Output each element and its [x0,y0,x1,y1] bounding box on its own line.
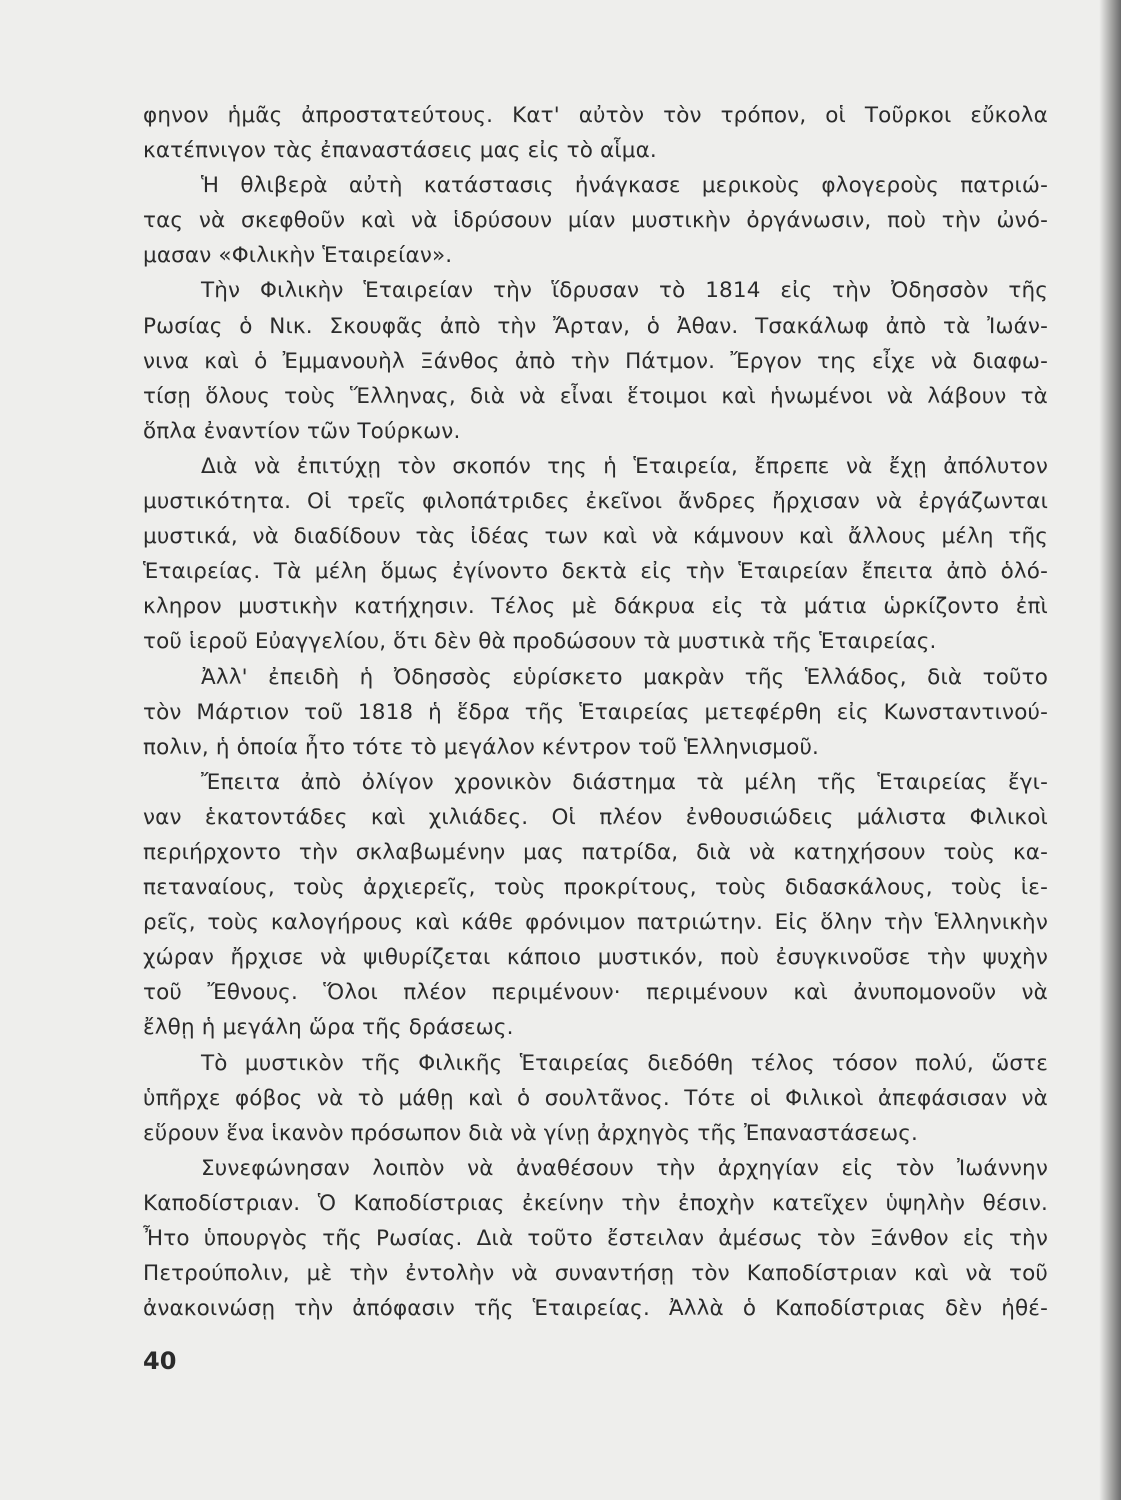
paragraph-line: Τὸ μυστικὸν τῆς Φιλικῆς Ἑταιρείας διεδόθη τέλος τόσον πολύ, ὥστε [201,1050,1048,1076]
paragraph-line: ὅπλα ἐναντίον τῶν Τούρκων. [143,418,461,444]
paragraph-line: τοῦ ἱεροῦ Εὐαγγελίου, ὅτι δὲν θὰ προδώσουν τὰ μυστικὰ τῆς Ἑταιρείας. [143,629,937,655]
paragraph-line: ὑπῆρχε φόβος νὰ τὸ μάθῃ καὶ ὁ σουλτᾶνος. Τότε οἱ Φιλικοὶ ἀπεφάσισαν νὰ [143,1085,1048,1111]
paragraph-line: Ρωσίας ὁ Νικ. Σκουφᾶς ἀπὸ τὴν Ἄρταν, ὁ Ἀθαν. Τσακάλωφ ἀπὸ τὰ Ἰωάν- [143,313,1048,339]
paragraph-line: Ἡ θλιβερὰ αὐτὴ κατάστασις ἠνάγκασε μερικοὺς φλογεροὺς πατριώ- [201,173,1048,199]
paragraph-line: Διὰ νὰ ἐπιτύχῃ τὸν σκοπόν της ἡ Ἑταιρεία, ἔπρεπε νὰ ἔχῃ ἀπόλυτον [201,453,1048,479]
page-number: 40 [143,1347,177,1375]
page-edge-shadow [1099,0,1121,1500]
paragraph-line: Συνεφώνησαν λοιπὸν νὰ ἀναθέσουν τὴν ἀρχηγίαν εἰς τὸν Ἰωάννην [201,1155,1048,1181]
paragraph-line: ἀνακοινώσῃ τὴν ἀπόφασιν τῆς Ἑταιρείας. Ἀλλὰ ὁ Καποδίστριας δὲν ἠθέ- [143,1296,1048,1322]
paragraph-line: περιήρχοντο τὴν σκλαβωμένην μας πατρίδα, διὰ νὰ κατηχήσουν τοὺς κα- [143,839,1048,865]
paragraph-line: Ἀλλ' ἐπειδὴ ἡ Ὀδησσὸς εὑρίσκετο μακρὰν τῆς Ἑλλάδος, διὰ τοῦτο [201,664,1048,690]
paragraph-line: Ἑταιρείας. Τὰ μέλη ὅμως ἐγίνοντο δεκτὰ εἰς τὴν Ἑταιρείαν ἔπειτα ἀπὸ ὁλό- [143,559,1048,585]
paragraph-line: κατέπνιγον τὰς ἐπαναστάσεις μας εἰς τὸ αἷμα. [143,138,657,164]
paragraph-line: Καποδίστριαν. Ὁ Καποδίστριας ἐκείνην τὴν ἐποχὴν κατεῖχεν ὑψηλὴν θέσιν. [143,1190,1048,1216]
paragraph-line: νινα καὶ ὁ Ἐμμανουὴλ Ξάνθος ἀπὸ τὴν Πάτμον. Ἔργον της εἶχε νὰ διαφω- [143,348,1048,374]
paragraph-line: μυστικότητα. Οἱ τρεῖς φιλοπάτριδες ἐκεῖνοι ἄνδρες ἤρχισαν νὰ ἐργάζωνται [143,489,1048,515]
paragraph-line: μυστικά, νὰ διαδίδουν τὰς ἰδέας των καὶ νὰ κάμνουν καὶ ἄλλους μέλη τῆς [143,524,1048,550]
paragraph-line: τας νὰ σκεφθοῦν καὶ νὰ ἱδρύσουν μίαν μυστικὴν ὀργάνωσιν, ποὺ τὴν ὠνό- [143,208,1048,234]
paragraph-line: τίσῃ ὅλους τοὺς Ἕλληνας, διὰ νὰ εἶναι ἕτοιμοι καὶ ἡνωμένοι νὰ λάβουν τὰ [143,383,1048,409]
paragraph-line: Τὴν Φιλικὴν Ἑταιρείαν τὴν ἵδρυσαν τὸ 1814 εἰς τὴν Ὀδησσὸν τῆς [201,278,1048,304]
body-text [143,98,1048,1326]
paragraph-line: ναν ἑκατοντάδες καὶ χιλιάδες. Οἱ πλέον ἐνθουσιώδεις μάλιστα Φιλικοὶ [143,804,1048,830]
paragraph-line: εὕρουν ἕνα ἱκανὸν πρόσωπον διὰ νὰ γίνῃ ἀρχηγὸς τῆς Ἐπαναστάσεως. [143,1120,919,1146]
paragraph-line: Ἦτο ὑπουργὸς τῆς Ρωσίας. Διὰ τοῦτο ἔστειλαν ἀμέσως τὸν Ξάνθον εἰς τὴν [143,1226,1048,1251]
paragraph-line: ἔλθῃ ἡ μεγάλη ὥρα τῆς δράσεως. [143,1015,514,1041]
paragraph-line: πολιν, ἡ ὁποία ἦτο τότε τὸ μεγάλον κέντρον τοῦ Ἑλληνισμοῦ. [143,734,820,760]
paragraph-line: χώραν ἤρχισε νὰ ψιθυρίζεται κάποιο μυστικόν, ποὺ ἐσυγκινοῦσε τὴν ψυχὴν [143,945,1048,971]
paragraph-line: κληρον μυστικὴν κατήχησιν. Τέλος μὲ δάκρυα εἰς τὰ μάτια ὡρκίζοντο ἐπὶ [143,594,1048,620]
paragraph-line: τὸν Μάρτιον τοῦ 1818 ἡ ἕδρα τῆς Ἑταιρείας μετεφέρθη εἰς Κωνσταντινού- [143,699,1048,725]
paragraph-line: Ἔπειτα ἀπὸ ὀλίγον χρονικὸν διάστημα τὰ μέλη τῆς Ἑταιρείας ἔγι- [201,769,1048,795]
paragraph-line: μασαν «Φιλικὴν Ἑταιρείαν». [143,243,453,269]
paragraph-line: φηνον ἡμᾶς ἀπροστατεύτους. Κατ' αὐτὸν τὸν τρόπον, οἱ Τοῦρκοι εὔκολα [143,103,1048,128]
paragraph-line: τοῦ Ἔθνους. Ὅλοι πλέον περιμένουν· περιμένουν καὶ ἀνυπομονοῦν νὰ [143,980,1048,1006]
paragraph-line: ρεῖς, τοὺς καλογήρους καὶ κάθε φρόνιμον πατριώτην. Εἰς ὅλην τὴν Ἑλληνικὴν [143,910,1048,936]
paragraph-line: Πετρούπολιν, μὲ τὴν ἐντολὴν νὰ συναντήσῃ τὸν Καποδίστριαν καὶ νὰ τοῦ [143,1261,1048,1287]
paragraph-line: πεταναίους, τοὺς ἀρχιερεῖς, τοὺς προκρίτους, τοὺς διδασκάλους, τοὺς ἱε- [143,875,1048,901]
